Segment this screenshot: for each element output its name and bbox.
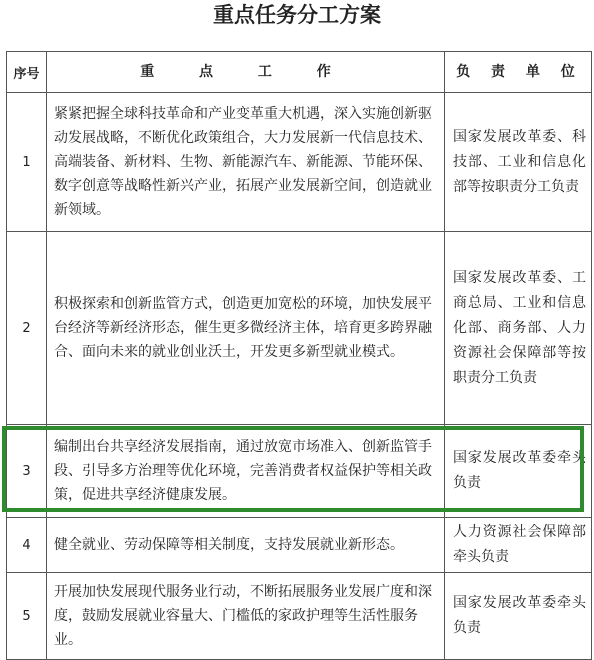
row-index: 3 [7,425,47,518]
page-title: 重点任务分工方案 [213,2,381,27]
row-unit: 国家发展改革委、科技部、工业和信息化部等按职责分工负责 [445,93,592,232]
row-index: 4 [7,518,47,573]
table-row [7,573,592,660]
row-unit: 国家发展改革委牵头负责 [445,425,592,518]
header-task: 重 点 工 作 [47,52,445,93]
task-table [6,51,592,660]
row-unit: 国家发展改革委、工商总局、工业和信息化部、商务部、人力资源社会保障部等按职责分工负责 [445,232,592,425]
table-row-highlighted [7,425,592,518]
row-task: 积极探索和创新监管方式，创造更加宽松的环境，加快发展平台经济等新经济形态，催生更多微经济主体，培育更多跨界融合、面向未来的就业创业沃土，开发更多新型就业模式。 [47,232,445,425]
header-index: 序号 [7,52,47,93]
table-row [7,232,592,425]
row-unit: 人力资源社会保障部牵头负责 [445,518,592,573]
row-index: 1 [7,93,47,232]
header-unit: 负 责 单 位 [445,52,592,93]
row-task: 开展加快发展现代服务业行动，不断拓展服务业发展广度和深度，鼓励发展就业容量大、门槛低的家政护理等生活性服务业。 [47,573,445,660]
table-header-row [7,52,592,93]
row-unit: 国家发展改革委牵头负责 [445,573,592,660]
table-row [7,93,592,232]
row-task: 健全就业、劳动保障等相关制度，支持发展就业新形态。 [47,518,445,573]
row-task: 紧紧把握全球科技革命和产业变革重大机遇，深入实施创新驱动发展战略，不断优化政策组合，大力发展新一代信息技术、高端装备、新材料、生物、新能源汽车、新能源、节能环保、数字创意等战略性新兴产业，拓展产业发展新空间，创造就业新领域。 [47,93,445,232]
row-index: 5 [7,573,47,660]
table-row [7,518,592,573]
row-task: 编制出台共享经济发展指南，通过放宽市场准入、创新监管手段、引导多方治理等优化环境，完善消费者权益保护等相关政策，促进共享经济健康发展。 [47,425,445,518]
row-index: 2 [7,232,47,425]
